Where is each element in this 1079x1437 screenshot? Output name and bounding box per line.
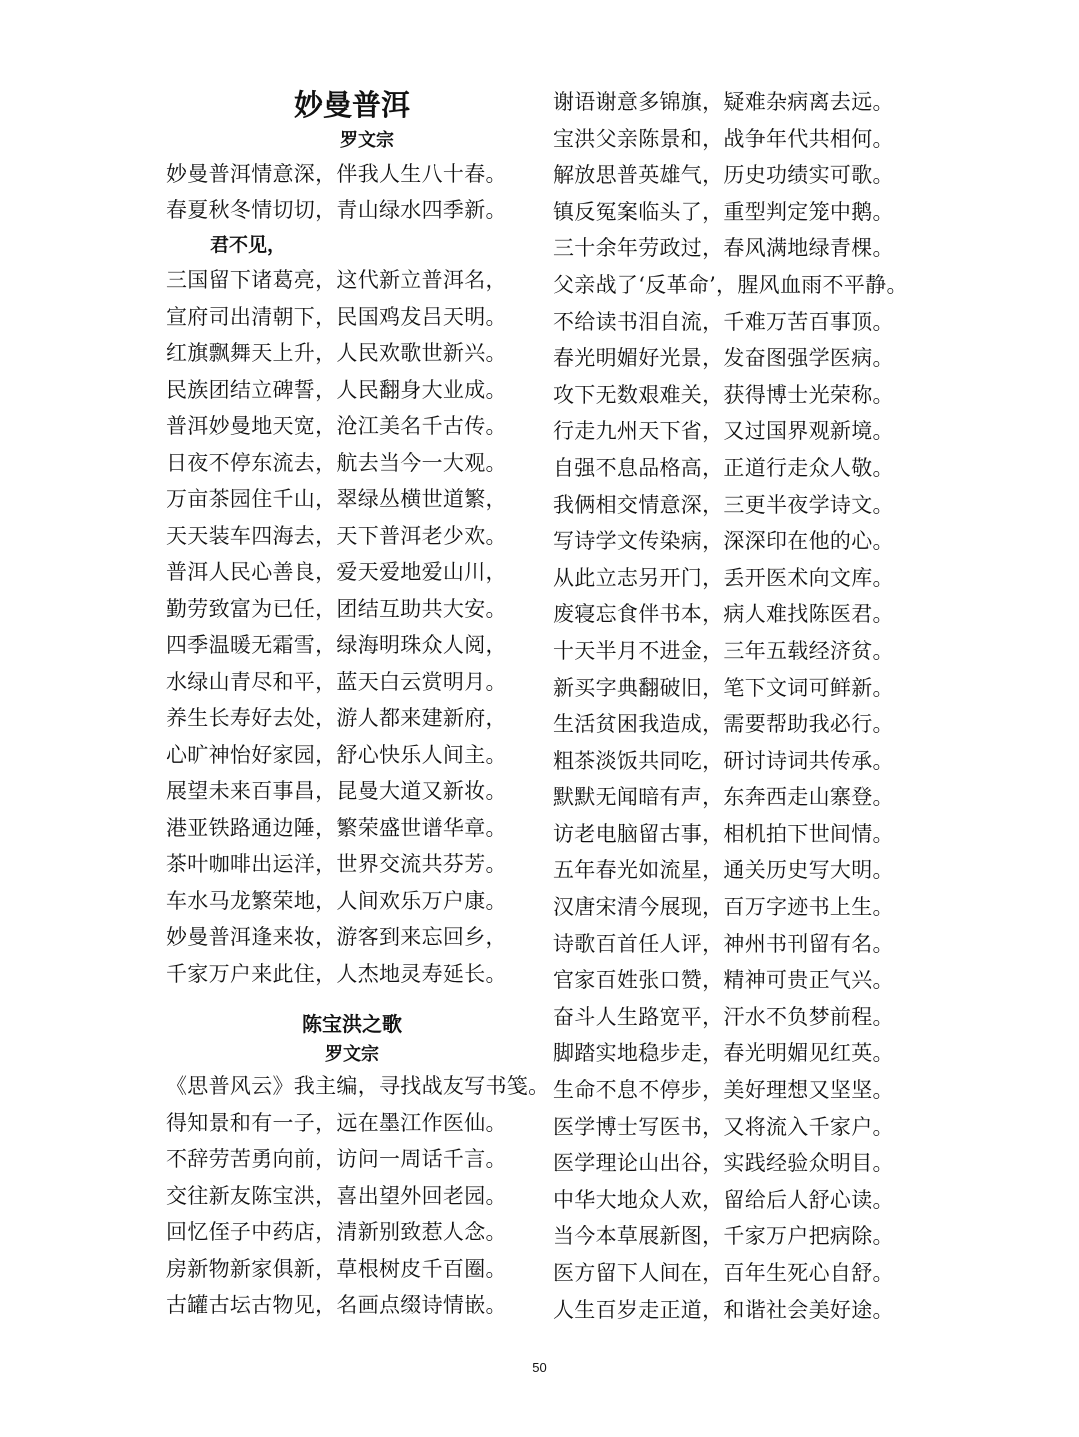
poem-line: 三国留下诸葛亮，这代新立普洱名， [166,268,507,292]
poem-line: 交往新友陈宝洪，喜出望外回老园。 [166,1183,507,1208]
poem-line: 民族团结立碑誓，人民翻身大业成。 [166,377,507,402]
poem-line: 人生百岁走正道，和谐社会美好途。 [553,1297,894,1322]
poem-line: 脚踏实地稳步走，春光明媚见红英。 [553,1041,894,1066]
poem-line: 父亲战了‘反革命’，腥风血雨不平静。 [553,272,908,297]
poem-line: 妙曼普洱情意深，伴我人生八十春。 [166,162,507,186]
poem-line: 妙曼普洱逢来妆，游客到来忘回乡， [166,925,507,949]
poem-line: 不给读书泪自流，千难万苦百事顶。 [553,309,894,334]
poem-line: 废寝忘食伴书本，病人难找陈医君。 [553,602,894,627]
poem-subheading: 君不见， [210,234,287,256]
poem-line: 五年春光如流星，通关历史写大明。 [553,858,894,883]
poem-line: 心旷神怡好家园，舒心快乐人间主。 [166,742,507,767]
poem-line: 官家百姓张口赞，精神可贵正气兴。 [553,968,894,993]
poem-title: 妙曼普洱 [293,88,410,122]
poem-line: 勤劳致富为已任，团结互助共大安。 [166,596,507,621]
poem-line: 红旗飘舞天上升，人民欢歌世新兴。 [166,341,507,365]
right-column [553,84,925,1328]
poem-line: 养生长寿好去处，游人都来建新府， [166,706,507,730]
poem-line: 汉唐宋清今展现，百万字迹书上生。 [553,895,894,920]
poem-line: 医学博士写医书，又将流入千家户。 [553,1114,894,1139]
poem-line: 中华大地众人欢，留给后人舒心读。 [553,1187,894,1212]
poem-line: 宝洪父亲陈景和，战争年代共相何。 [553,126,894,151]
poem-line: 生活贫困我造成，需要帮助我必行。 [553,712,894,737]
poem-line: 镇反冤案临头了，重型判定笼中鹅。 [553,199,894,224]
poem-intro [166,156,538,228]
poem-line: 港亚铁路通边陲，繁荣盛世谱华章。 [166,815,507,840]
poem-line: 茶叶咖啡出运洋，世界交流共芬芳。 [166,852,507,876]
poem-line: 普洱妙曼地天宽，沧江美名千古传。 [166,414,507,438]
poem-line: 回忆侄子中药店，清新别致惹人念。 [166,1220,507,1244]
poem-line: 得知景和有一子，远在墨江作医仙。 [166,1110,507,1135]
poem-line: 古罐古坛古物见，名画点缀诗情嵌。 [166,1293,507,1317]
poem-line: 生命不息不停步，美好理想又坚坚。 [553,1078,894,1103]
poem-line: 《思普风云》我主编，寻找战友写书笺。 [166,1074,550,1098]
poem2-body-left [166,1068,550,1324]
poem-line: 车水马龙繁荣地，人间欢乐万户康。 [166,888,507,913]
poem-line: 从此立志另开门，丢开医术向文库。 [553,565,894,590]
poem-line: 新买字典翻破旧，笔下文词可鲜新。 [553,675,894,700]
poem-line: 天天装车四海去，天下普洱老少欢。 [166,523,507,548]
poem-line: 十天半月不进金，三年五载经济贫。 [553,638,894,663]
section-author: 罗文宗 [325,1044,379,1065]
poem-line: 诗歌百首任人评，神州书刊留有名。 [553,931,894,956]
poem-line: 不辞劳苦勇向前，访问一周话千言。 [166,1147,507,1171]
poem-line: 四季温暖无霜雪，绿海明珠众人阅， [166,633,507,657]
poem-line: 房新物新家俱新，草根树皮千百圈。 [166,1256,507,1281]
section-title: 陈宝洪之歌 [302,1012,402,1036]
poem-line: 医学理论山出谷，实践经验众明目。 [553,1151,894,1176]
poem-line: 谢语谢意多锦旗，疑难杂病离去远。 [553,90,894,114]
poem-line: 奋斗人生路宽平，汗水不负梦前程。 [553,1004,894,1029]
poem-line: 医方留下人间在，百年生死心自舒。 [553,1261,894,1285]
poem-line: 千家万户来此住，人杰地灵寿延长。 [166,961,507,986]
left-column [166,84,550,1324]
poem-line: 我俩相交情意深，三更半夜学诗文。 [553,492,894,517]
poem-line: 自强不息品格高，正道行走众人敬。 [553,455,894,480]
poem-author: 罗文宗 [340,130,394,151]
poem-line: 展望未来百事昌，昆曼大道又新妆。 [166,779,507,803]
poem-line: 三十余年劳政过，春风满地绿青棵。 [553,236,894,261]
poem-line: 宣府司出清朝下，民国鸡犮吕天明。 [166,304,507,329]
page-number: 50 [532,1360,547,1375]
poem-line: 写诗学文传染病，深深印在他的心。 [553,529,894,554]
poem-line: 春光明媚好光景，发奋图强学医病。 [553,346,894,371]
poem-line: 攻下无数艰难关，获得博士光荣称。 [553,382,894,407]
poem-line: 水绿山青尽和平，蓝天白云赏明月。 [166,669,507,694]
poem-line: 默默无闻暗有声，东奔西走山寨登。 [553,785,894,810]
poem-line: 访老电脑留古事，相机拍下世间情。 [553,821,894,846]
poem-line: 行走九州天下省，又过国界观新境。 [553,419,894,444]
poem-line: 普洱人民心善良，爱天爱地爱山川， [166,560,507,584]
poem-line: 粗茶淡饭共同吃，研讨诗词共传承。 [553,748,894,773]
poem-line: 当今本草展新图，千家万户把病除。 [553,1224,894,1249]
poem-line: 解放思普英雄气，历史功绩实可歌。 [553,163,894,188]
poem-line: 日夜不停东流去，航去当今一大观。 [166,450,507,475]
poem-line: 万亩茶园住千山，翠绿丛横世道繁， [166,487,507,511]
poem-line: 春夏秋冬情切切，青山绿水四季新。 [166,198,507,222]
poem-body [166,262,538,992]
